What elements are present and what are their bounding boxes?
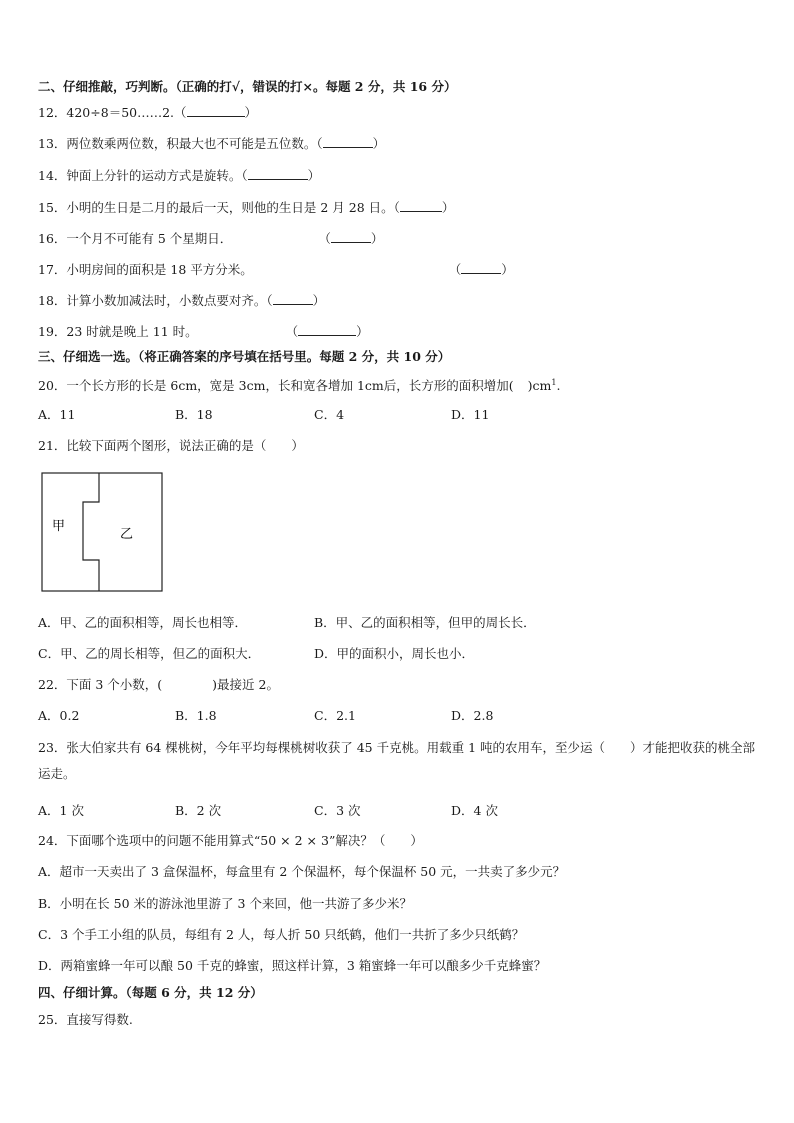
option-b[interactable]: B．甲、乙的面积相等，但甲的周长长． [314, 615, 536, 630]
question-17: 17．小明房间的面积是 18 平方分米。 （ ） [38, 262, 514, 277]
question-21-figure [41, 472, 165, 600]
question-24-option-c[interactable]: C．3 个手工小组的队员，每组有 2 人，每人折 50 只纸鹤，他们一共折了多少只纸鹤？ [38, 927, 525, 942]
question-14: 14．钟面上分针的运动方式是旋转。（ ） [38, 168, 321, 183]
option-d[interactable]: D．4 次 [451, 803, 498, 818]
option-a[interactable]: A．1 次 [38, 803, 84, 818]
option-a[interactable]: A．甲、乙的面积相等，周长也相等． [38, 615, 248, 630]
question-21: 21．比较下面两个图形，说法正确的是（ ） [38, 438, 304, 453]
question-20: 20．一个长方形的长是 6cm，宽是 3cm，长和宽各增加 1cm后，长方形的面积增加( )$cm^1$. [38, 378, 561, 394]
option-d[interactable]: D．2.8 [451, 708, 494, 723]
answer-blank[interactable] [298, 323, 356, 336]
question-24-option-d[interactable]: D．两箱蜜蜂一年可以酿 50 千克的蜂蜜，照这样计算，3 箱蜜蜂一年可以酿多少千克蜂蜜？ [38, 958, 547, 973]
question-15: 15．小明的生日是二月的最后一天，则他的生日是 2 月 28 日。（ ） [38, 200, 455, 215]
label-jia: 甲 [52, 519, 66, 534]
section-3-heading: 三、仔细选一选。（将正确答案的序号填在括号里。每题 2 分，共 10 分） [38, 349, 451, 364]
question-12: 12．420÷8＝50……2.（ ） [38, 105, 258, 120]
option-d[interactable]: D．甲的面积小，周长也小． [314, 646, 475, 661]
option-c[interactable]: C．2.1 [314, 708, 356, 723]
answer-blank[interactable] [273, 292, 313, 305]
question-24-option-a[interactable]: A．超市一天卖出了 3 盒保温杯，每盒里有 2 个保温杯，每个保温杯 50 元，一共卖了多少元？ [38, 864, 566, 879]
option-b[interactable]: B．1.8 [175, 708, 217, 723]
option-a[interactable]: A．11 [38, 407, 76, 422]
question-18: 18．计算小数加减法时，小数点要对齐。（ ） [38, 293, 326, 308]
section-2-heading: 二、仔细推敲，巧判断。（正确的打√，错误的打×。每题 2 分，共 16 分） [38, 79, 457, 94]
answer-blank[interactable] [331, 230, 371, 243]
option-c[interactable]: C．4 [314, 407, 345, 422]
question-24-option-b[interactable]: B．小明在长 50 米的游泳池里游了 3 个来回，他一共游了多少米？ [38, 896, 412, 911]
option-d[interactable]: D．11 [451, 407, 490, 422]
answer-blank[interactable] [461, 261, 501, 274]
dividing-line [83, 473, 99, 591]
question-24: 24．下面哪个选项中的问题不能用算式“50 × 2 × 3”解决？（ ） [38, 833, 423, 848]
answer-blank[interactable] [248, 167, 308, 180]
option-c[interactable]: C．甲、乙的周长相等，但乙的面积大． [38, 646, 261, 661]
answer-blank[interactable] [323, 135, 373, 148]
question-19: 19．23 时就是晚上 11 时。 （ ） [38, 324, 369, 339]
shapes-diagram [41, 472, 165, 596]
option-c[interactable]: C．3 次 [314, 803, 361, 818]
option-b[interactable]: B．2 次 [175, 803, 222, 818]
option-a[interactable]: A．0.2 [38, 708, 80, 723]
answer-blank[interactable] [187, 104, 245, 117]
option-b[interactable]: B．18 [175, 407, 213, 422]
section-4-heading: 四、仔细计算。（每题 6 分，共 12 分） [38, 985, 263, 1000]
question-16: 16．一个月不可能有 5 个星期日． （ ） [38, 231, 384, 246]
question-25: 25．直接写得数. [38, 1012, 133, 1027]
question-13: 13．两位数乘两位数，积最大也不可能是五位数。（ ） [38, 136, 386, 151]
question-23: 23．张大伯家共有 64 棵桃树，今年平均每棵桃树收获了 45 千克桃。用载重 1 吨的农用车，至少运（ ）才能把收获的桃全部运走。 [38, 740, 756, 781]
label-yi: 乙 [120, 527, 134, 542]
question-22: 22．下面 3 个小数，( )最接近 2。 [38, 677, 279, 692]
answer-blank[interactable] [400, 199, 442, 212]
